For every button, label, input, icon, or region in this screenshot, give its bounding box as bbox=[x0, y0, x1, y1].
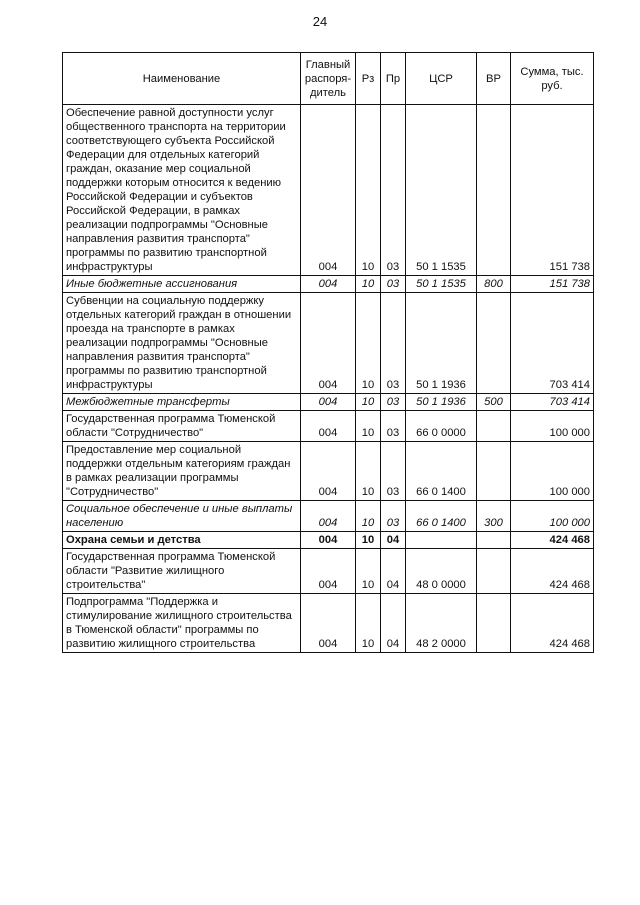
cell-vr bbox=[477, 411, 511, 442]
header-chief: Главный распоря-дитель bbox=[301, 53, 356, 105]
cell-chief: 004 bbox=[301, 276, 356, 293]
cell-pr: 04 bbox=[381, 549, 406, 594]
table-row bbox=[63, 394, 594, 411]
cell-vr bbox=[477, 594, 511, 653]
cell-csr bbox=[406, 532, 477, 549]
cell-pr: 03 bbox=[381, 442, 406, 501]
cell-rz: 10 bbox=[356, 105, 381, 276]
cell-rz: 10 bbox=[356, 549, 381, 594]
cell-rz: 10 bbox=[356, 293, 381, 394]
cell-pr: 03 bbox=[381, 394, 406, 411]
cell-name: Предоставление мер социальной поддержки отдельным категориям граждан в рамках реализации программы "Сотрудничество" bbox=[63, 442, 301, 501]
cell-pr: 03 bbox=[381, 105, 406, 276]
cell-sum: 100 000 bbox=[511, 501, 594, 532]
cell-rz: 10 bbox=[356, 501, 381, 532]
cell-vr: 300 bbox=[477, 501, 511, 532]
cell-csr: 48 2 0000 bbox=[406, 594, 477, 653]
cell-chief: 004 bbox=[301, 549, 356, 594]
cell-csr: 50 1 1535 bbox=[406, 105, 477, 276]
table-row bbox=[63, 442, 594, 501]
cell-name: Субвенции на социальную поддержку отдельных категорий граждан в отношении проезда на транспорте в рамках реализации подпрограммы "Основные направления развития транспорта" программы по развитию транспортной инфраструктуры bbox=[63, 293, 301, 394]
table-row bbox=[63, 501, 594, 532]
table-row bbox=[63, 532, 594, 549]
cell-chief: 004 bbox=[301, 442, 356, 501]
header-name: Наименование bbox=[63, 53, 301, 105]
table-row bbox=[63, 594, 594, 653]
page-number: 24 bbox=[312, 14, 328, 29]
cell-pr: 03 bbox=[381, 501, 406, 532]
cell-sum: 151 738 bbox=[511, 276, 594, 293]
cell-rz: 10 bbox=[356, 532, 381, 549]
cell-sum: 100 000 bbox=[511, 411, 594, 442]
cell-sum: 100 000 bbox=[511, 442, 594, 501]
cell-csr: 50 1 1936 bbox=[406, 293, 477, 394]
cell-chief: 004 bbox=[301, 411, 356, 442]
cell-pr: 03 bbox=[381, 276, 406, 293]
cell-vr bbox=[477, 532, 511, 549]
cell-vr: 800 bbox=[477, 276, 511, 293]
table-row bbox=[63, 105, 594, 276]
header-sum: Сумма, тыс. руб. bbox=[511, 53, 594, 105]
cell-sum: 151 738 bbox=[511, 105, 594, 276]
cell-chief: 004 bbox=[301, 532, 356, 549]
cell-sum: 424 468 bbox=[511, 532, 594, 549]
cell-rz: 10 bbox=[356, 276, 381, 293]
table-row bbox=[63, 293, 594, 394]
cell-rz: 10 bbox=[356, 411, 381, 442]
cell-csr: 50 1 1535 bbox=[406, 276, 477, 293]
cell-name: Иные бюджетные ассигнования bbox=[63, 276, 301, 293]
cell-rz: 10 bbox=[356, 442, 381, 501]
cell-vr bbox=[477, 293, 511, 394]
cell-pr: 04 bbox=[381, 594, 406, 653]
cell-vr bbox=[477, 442, 511, 501]
cell-pr: 03 bbox=[381, 411, 406, 442]
header-rz: Рз bbox=[356, 53, 381, 105]
cell-csr: 66 0 0000 bbox=[406, 411, 477, 442]
cell-chief: 004 bbox=[301, 501, 356, 532]
cell-chief: 004 bbox=[301, 105, 356, 276]
cell-name: Межбюджетные трансферты bbox=[63, 394, 301, 411]
cell-pr: 04 bbox=[381, 532, 406, 549]
cell-rz: 10 bbox=[356, 394, 381, 411]
cell-name: Обеспечение равной доступности услуг общественного транспорта на территории соответствующего субъекта Российской Федерации для отдельных категорий граждан, оказание мер социальной поддержки которым относится к ведению Российской Федерации и субъектов Российской Федерации, в рамках реализации подпрограммы "Основные направления развития транспорта" программы по развитию транспортной инфраструктуры bbox=[63, 105, 301, 276]
header-pr: Пр bbox=[381, 53, 406, 105]
table-row bbox=[63, 411, 594, 442]
budget-table bbox=[62, 52, 594, 653]
cell-sum: 703 414 bbox=[511, 394, 594, 411]
header-csr: ЦСР bbox=[406, 53, 477, 105]
cell-chief: 004 bbox=[301, 293, 356, 394]
cell-sum: 424 468 bbox=[511, 594, 594, 653]
cell-sum: 424 468 bbox=[511, 549, 594, 594]
cell-vr: 500 bbox=[477, 394, 511, 411]
cell-vr bbox=[477, 549, 511, 594]
cell-csr: 66 0 1400 bbox=[406, 442, 477, 501]
cell-vr bbox=[477, 105, 511, 276]
cell-csr: 50 1 1936 bbox=[406, 394, 477, 411]
cell-name: Государственная программа Тюменской области "Развитие жилищного строительства" bbox=[63, 549, 301, 594]
cell-name: Социальное обеспечение и иные выплаты населению bbox=[63, 501, 301, 532]
cell-csr: 48 0 0000 bbox=[406, 549, 477, 594]
table-row bbox=[63, 276, 594, 293]
cell-name: Охрана семьи и детства bbox=[63, 532, 301, 549]
cell-chief: 004 bbox=[301, 394, 356, 411]
cell-name: Подпрограмма "Поддержка и стимулирование жилищного строительства в Тюменской области" программы по развитию жилищного строительства bbox=[63, 594, 301, 653]
table-row bbox=[63, 549, 594, 594]
cell-rz: 10 bbox=[356, 594, 381, 653]
cell-name: Государственная программа Тюменской области "Сотрудничество" bbox=[63, 411, 301, 442]
cell-csr: 66 0 1400 bbox=[406, 501, 477, 532]
cell-sum: 703 414 bbox=[511, 293, 594, 394]
header-vr: ВР bbox=[477, 53, 511, 105]
cell-chief: 004 bbox=[301, 594, 356, 653]
header-row bbox=[63, 53, 594, 105]
cell-pr: 03 bbox=[381, 293, 406, 394]
